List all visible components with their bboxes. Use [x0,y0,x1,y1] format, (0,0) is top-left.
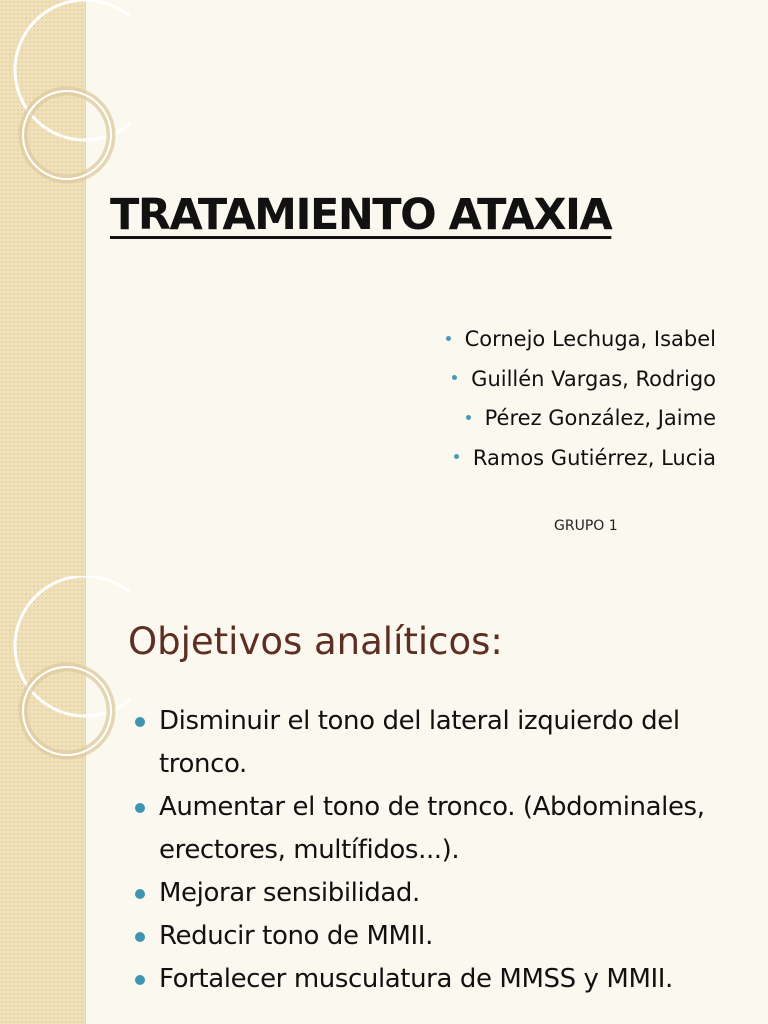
author-item [446,399,716,439]
bullet-dot-icon [135,717,145,727]
author-name: Guillén Vargas, Rodrigo [471,366,716,391]
objective-text: Mejorar sensibilidad. [159,878,420,908]
objective-item [134,786,754,872]
bullet-dot-icon [135,975,145,985]
bullet-dot-icon [446,336,451,341]
objective-item [134,915,754,958]
objective-text: Fortalecer musculatura de MMSS y MMII. [159,964,673,994]
objective-text: Aumentar el tono de tronco. (Abdominales, erectores, multífidos...). [159,792,705,865]
author-item [446,360,716,400]
bullet-dot-icon [135,932,145,942]
author-name: Ramos Gutiérrez, Lucia [472,445,716,470]
objectives-slide [0,576,768,1024]
author-name: Pérez González, Jaime [484,406,716,430]
slide-title: TRATAMIENTO ATAXIA [110,190,612,240]
bullet-dot-icon [452,375,457,380]
author-item [446,439,716,479]
author-list [446,320,716,478]
objective-item [134,872,754,915]
bullet-dot-icon [466,415,471,420]
objective-text: Disminuir el tono del lateral izquierdo del tronco. [159,706,680,779]
objective-item [134,700,754,786]
author-item [446,320,716,360]
decorative-rings-icon [0,0,130,200]
group-label: GRUPO 1 [554,518,618,534]
slide-heading: Objetivos analíticos: [128,620,503,663]
objective-item [134,958,754,1001]
bullet-dot-icon [135,803,145,813]
author-name: Cornejo Lechuga, Isabel [464,327,716,351]
decorative-rings-icon [0,576,130,776]
objectives-list [134,700,754,1001]
bullet-dot-icon [135,889,145,899]
bullet-dot-icon [454,454,459,459]
objective-text: Reducir tono de MMII. [159,921,433,951]
